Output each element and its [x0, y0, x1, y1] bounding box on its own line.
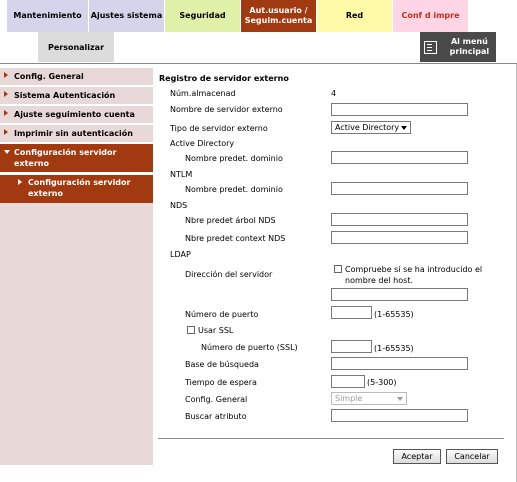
sidebar-item-sistema-autenticacion[interactable]	[0, 87, 153, 106]
hostname-check-label: Compruebe si se ha introducido el nombre del host.	[345, 265, 483, 285]
sidebar-item-label: Configuración servidor externo	[14, 148, 117, 168]
server-address-input[interactable]	[331, 288, 468, 301]
chevron-right-icon	[4, 129, 8, 135]
server-name-input[interactable]	[331, 103, 468, 116]
nds-context-label: Nbre predet context NDS	[185, 234, 286, 243]
sidebar-subitem-config-servidor-externo[interactable]	[0, 174, 153, 203]
sidebar-background	[0, 203, 153, 465]
tab-mantenimiento[interactable]: Mantenimiento	[7, 0, 89, 32]
ntlm-domain-input[interactable]	[331, 182, 468, 195]
server-type-value: Active Directory	[335, 123, 400, 132]
ntlm-domain-label: Nombre predet. dominio	[185, 185, 283, 194]
timeout-range-hint: (5-300)	[367, 378, 397, 387]
timeout-input[interactable]	[331, 375, 365, 388]
hostname-checkbox[interactable]	[334, 265, 342, 273]
sidebar-item-config-general[interactable]	[0, 68, 153, 87]
main-menu-label: Al menú principal	[449, 37, 490, 56]
ad-domain-input[interactable]	[331, 151, 468, 164]
ssl-port-input[interactable]	[331, 340, 372, 353]
port-label: Número de puerto	[185, 310, 259, 319]
general-config-select[interactable]	[331, 392, 407, 405]
tab-ajustes-sistema[interactable]: Ajustes sistema	[89, 0, 165, 32]
form-divider	[158, 438, 504, 439]
timeout-label: Tiempo de espera	[185, 378, 257, 387]
cancel-button[interactable]: Cancelar	[446, 449, 498, 464]
chevron-down-icon	[401, 126, 407, 130]
general-config-value: Simple	[335, 394, 363, 403]
server-name-label: Nombre de servidor externo	[170, 105, 283, 114]
sidebar-item-imprimir-sin-autenticacion[interactable]	[0, 125, 153, 144]
chevron-right-icon	[4, 91, 8, 97]
general-config-label: Config. General	[185, 395, 248, 404]
sidebar-item-ajuste-seguimiento[interactable]	[0, 106, 153, 125]
server-address-label: Dirección del servidor	[185, 270, 273, 279]
ssl-label: Usar SSL	[198, 326, 234, 335]
sidebar-subitem-label: Configuración servidor externo	[28, 178, 131, 198]
search-base-input[interactable]	[331, 357, 468, 370]
tab-seguridad[interactable]: Seguridad	[165, 0, 241, 32]
server-type-label: Tipo de servidor externo	[170, 124, 268, 133]
ldap-section-label: LDAP	[170, 250, 191, 259]
sidebar-item-label: Config. General	[14, 72, 84, 81]
search-attr-input[interactable]	[331, 409, 468, 422]
num-value: 4	[331, 89, 337, 98]
menu-icon	[424, 41, 437, 54]
ntlm-section-label: NTLM	[170, 170, 193, 179]
sidebar-item-label: Ajuste seguimiento cuenta	[14, 110, 135, 119]
ad-domain-label: Nombre predet. dominio	[185, 154, 283, 163]
chevron-right-icon	[4, 110, 8, 116]
ad-section-label: Active Directory	[170, 139, 235, 148]
search-attr-label: Buscar atributo	[185, 412, 247, 421]
chevron-down-icon	[4, 150, 10, 154]
nds-tree-label: Nbre predet árbol NDS	[185, 216, 276, 225]
chevron-down-icon	[397, 397, 403, 401]
sidebar	[0, 68, 153, 465]
nds-section-label: NDS	[170, 201, 188, 210]
tab-aut-usuario[interactable]: Aut.usuario / Seguim.cuenta	[241, 0, 317, 32]
ssl-port-label: Número de puerto (SSL)	[201, 343, 298, 352]
ok-button[interactable]: Aceptar	[393, 449, 441, 464]
sidebar-item-label: Imprimir sin autenticación	[14, 129, 133, 138]
page-title: Registro de servidor externo	[159, 74, 289, 83]
nds-tree-input[interactable]	[331, 213, 468, 226]
chevron-right-icon	[4, 72, 8, 78]
ssl-checkbox[interactable]	[187, 326, 195, 334]
sidebar-item-config-servidor-externo[interactable]	[0, 144, 153, 174]
search-base-label: Base de búsqueda	[185, 360, 259, 369]
port-input[interactable]	[331, 306, 372, 319]
tab-conf-impre[interactable]: Conf d impre	[393, 0, 469, 32]
server-type-select[interactable]	[331, 121, 411, 134]
sidebar-item-label: Sistema Autenticación	[14, 91, 116, 100]
port-range-hint: (1-65535)	[374, 310, 414, 319]
num-label: Núm.almacenad	[170, 89, 236, 98]
ssl-port-range-hint: (1-65535)	[374, 344, 414, 353]
subtab-personalizar[interactable]: Personalizar	[38, 32, 114, 62]
main-menu-button[interactable]	[420, 32, 496, 62]
top-tab-bar	[7, 0, 499, 32]
chevron-right-icon	[18, 179, 22, 185]
tab-red[interactable]: Red	[317, 0, 393, 32]
header-divider	[0, 63, 517, 64]
nds-context-input[interactable]	[331, 231, 468, 244]
